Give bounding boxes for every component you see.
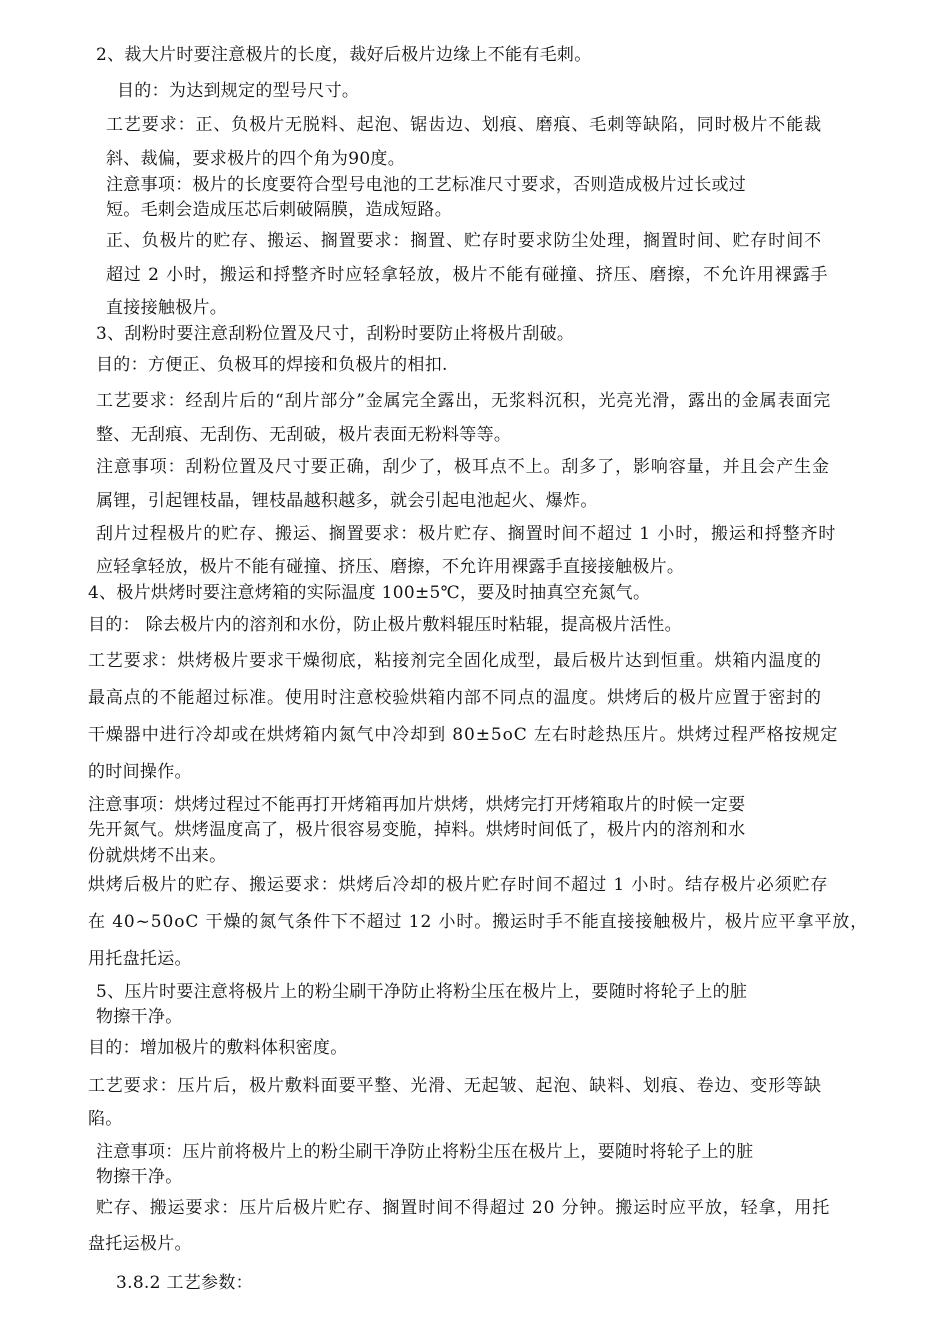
paragraph-line: 正、负极片的贮存、搬运、搁置要求：搁置、贮存时要求防尘处理，搁置时间、贮存时间不 (106, 231, 822, 251)
paragraph-line: 注意事项：极片的长度要符合型号电池的工艺标准尺寸要求，否则造成极片过长或过 (106, 175, 747, 195)
paragraph-line: 盘托运极片。 (88, 1234, 192, 1254)
paragraph-line: 短。毛刺会造成压芯后刺破隔膜，造成短路。 (106, 200, 452, 220)
paragraph-line: 应轻拿轻放，极片不能有碰撞、挤压、磨擦，不允许用裸露手直接接触极片。 (96, 557, 685, 577)
paragraph-line: 刮片过程极片的贮存、搬运、搁置要求：极片贮存、搁置时间不超过 1 小时，搬运和捋整齐时 (96, 524, 837, 544)
paragraph-line: 用托盘托运。 (88, 949, 192, 969)
paragraph-line: 工艺要求：烘烤极片要求干燥彻底，粘接剂完全固化成型，最后极片达到恒重。烘箱内温度的 (88, 651, 822, 671)
paragraph-line: 工艺要求：经刮片后的“刮片部分”金属完全露出，无浆料沉积，光亮光滑，露出的金属表面完 (96, 391, 832, 411)
paragraph-line: 陷。 (88, 1109, 123, 1129)
paragraph-line: 烘烤后极片的贮存、搬运要求：烘烤后冷却的极片贮存时间不超过 1 小时。结存极片必须贮存 (88, 875, 829, 895)
paragraph-line: 份就烘烤不出来。 (88, 846, 227, 866)
paragraph-line: 注意事项：压片前将极片上的粉尘刷干净防止将粉尘压在极片上，要随时将轮子上的脏 (96, 1142, 754, 1162)
paragraph-line: 属锂，引起锂枝晶，锂枝晶越积越多，就会引起电池起火、爆炸。 (96, 491, 598, 511)
paragraph-line: 物擦干净。 (96, 1007, 183, 1027)
paragraph-line: 工艺要求：正、负极片无脱料、起泡、锯齿边、划痕、磨痕、毛刺等缺陷，同时极片不能裁 (106, 115, 822, 135)
paragraph-line: 超过 2 小时，搬运和捋整齐时应轻拿轻放，极片不能有碰撞、挤压、磨擦，不允许用裸露手 (106, 265, 829, 285)
paragraph-line: 最高点的不能超过标准。使用时注意校验烘箱内部不同点的温度。烘烤后的极片应置于密封的 (88, 688, 822, 708)
paragraph-line: 先开氮气。烘烤温度高了，极片很容易变脆，掉料。烘烤时间低了，极片内的溶剂和水 (88, 820, 746, 840)
paragraph-line: 整、无刮痕、无刮伤、无刮破，极片表面无粉料等等。 (96, 425, 512, 445)
subsection-heading: 3.8.2 工艺参数： (116, 1273, 253, 1293)
paragraph-line: 目的：为达到规定的型号尺寸。 (117, 81, 360, 101)
section-2-heading: 2、裁大片时要注意极片的长度，裁好后极片边缘上不能有毛刺。 (96, 45, 592, 65)
paragraph-line: 贮存、搬运要求：压片后极片贮存、搁置时间不得超过 20 分钟。搬运时应平放，轻拿，用托 (96, 1198, 831, 1218)
paragraph-line: 直接接触极片。 (106, 298, 228, 318)
paragraph-line: 干燥器中进行冷却或在烘烤箱内氮气中冷却到 80±5oC 左右时趁热压片。烘烤过程严格按规定 (88, 725, 839, 745)
section-3-heading: 3、刮粉时要注意刮粉位置及尺寸，刮粉时要防止将极片刮破。 (96, 324, 575, 344)
paragraph-line: 在 40~50oC 干燥的氮气条件下不超过 12 小时。搬运时手不能直接接触极片，极片应平拿平放， (88, 912, 869, 932)
paragraph-line: 目的： 除去极片内的溶剂和水份，防止极片敷料辊压时粘辊，提高极片活性。 (88, 615, 682, 635)
section-4-heading: 4、极片烘烤时要注意烤箱的实际温度 100±5℃，要及时抽真空充氮气。 (88, 583, 651, 603)
paragraph-line: 注意事项：刮粉位置及尺寸要正确，刮少了，极耳点不上。刮多了，影响容量，并且会产生金 (96, 457, 830, 477)
paragraph-line: 目的：增加极片的敷料体积密度。 (88, 1038, 348, 1058)
paragraph-line: 目的：方便正、负极耳的焊接和负极片的相扣. (96, 355, 448, 375)
paragraph-line: 工艺要求：压片后，极片敷料面要平整、光滑、无起皱、起泡、缺料、划痕、卷边、变形等缺 (88, 1076, 822, 1096)
paragraph-line: 的时间操作。 (88, 762, 192, 782)
paragraph-line: 注意事项：烘烤过程过不能再打开烤箱再加片烘烤，烘烤完打开烤箱取片的时候一定要 (88, 795, 746, 815)
paragraph-line: 斜、裁偏，要求极片的四个角为90度。 (106, 149, 406, 169)
section-5-heading: 5、压片时要注意将极片上的粉尘刷干净防止将粉尘压在极片上，要随时将轮子上的脏 (96, 982, 748, 1002)
paragraph-line: 物擦干净。 (96, 1167, 183, 1187)
